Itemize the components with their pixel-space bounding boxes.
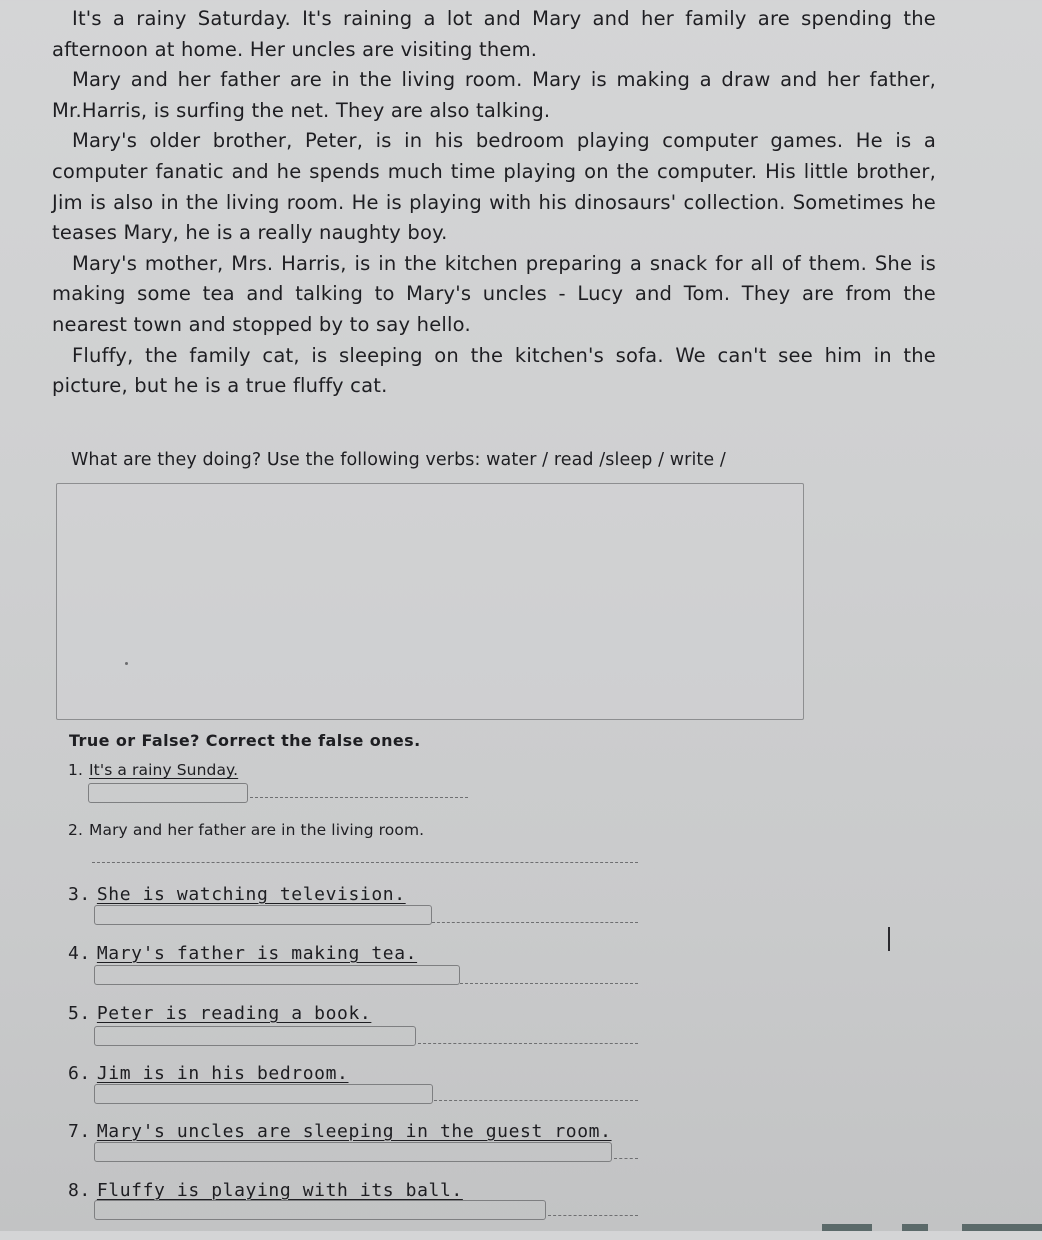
question-statement <box>68 821 424 839</box>
question-text: Fluffy is playing with its ball. <box>96 1180 463 1201</box>
story-paragraph: It's a rainy Saturday. It's raining a lot and Mary and her family are spending the afternoon at home. Her uncles are visiting them. <box>52 7 936 61</box>
question-text: Peter is reading a book. <box>96 1003 372 1024</box>
answer-line[interactable] <box>434 1100 638 1101</box>
answer-line[interactable] <box>614 1158 638 1159</box>
question-statement <box>68 1121 612 1142</box>
question-number: 5. <box>68 1003 91 1024</box>
text-cursor-mark <box>888 927 890 951</box>
task1-answer-box[interactable] <box>56 483 804 720</box>
question-text: Mary's uncles are sleeping in the guest room. <box>96 1121 612 1142</box>
question-statement <box>68 761 238 779</box>
question-item-1 <box>0 761 1042 821</box>
question-statement <box>68 884 406 905</box>
question-text: Mary and her father are in the living room. <box>89 821 425 839</box>
answer-line[interactable] <box>460 983 638 984</box>
question-statement <box>68 1003 371 1024</box>
question-item-5 <box>0 1003 1042 1063</box>
story-paragraph: Fluffy, the family cat, is sleeping on the kitchen's sofa. We can't see him in the picture, but he is a true fluffy cat. <box>52 343 936 398</box>
answer-line[interactable] <box>418 1043 638 1044</box>
answer-frame[interactable] <box>94 1026 416 1046</box>
answer-frame[interactable] <box>94 1200 546 1220</box>
question-item-2 <box>0 821 1042 881</box>
question-number: 6. <box>68 1063 91 1084</box>
answer-frame[interactable] <box>94 1084 433 1104</box>
question-item-7 <box>0 1121 1042 1181</box>
task2-instruction: True or False? Correct the false ones. <box>69 731 421 750</box>
screen-edge-element <box>902 1224 928 1231</box>
question-number: 1. <box>68 761 83 779</box>
question-statement <box>68 1180 463 1201</box>
answer-line[interactable] <box>548 1215 638 1216</box>
question-item-3 <box>0 884 1042 944</box>
story-paragraph: Mary's mother, Mrs. Harris, is in the kitchen preparing a snack for all of them. She is making some tea and talking to Mary's uncles - Lucy and Tom. They are from the nearest town and stopped by to say hello. <box>52 251 936 336</box>
answer-line[interactable] <box>432 922 638 923</box>
question-text: Mary's father is making tea. <box>96 943 418 964</box>
story-paragraph: Mary's older brother, Peter, is in his bedroom playing computer games. He is a computer fanatic and he spends much time playing on the computer. His little brother, Jim is also in the living room. He is playing with his dinosaurs' collection. Sometimes he teases Mary, he is a really naughty boy. <box>52 129 936 245</box>
answer-frame[interactable] <box>94 1142 612 1162</box>
answer-line[interactable] <box>250 797 468 798</box>
screen-edge-element <box>962 1224 1042 1231</box>
answer-line[interactable] <box>92 862 638 863</box>
question-number: 2. <box>68 821 83 839</box>
question-statement <box>68 943 417 964</box>
answer-frame[interactable] <box>88 783 248 803</box>
speck-mark <box>125 662 128 665</box>
question-item-6 <box>0 1063 1042 1123</box>
question-number: 8. <box>68 1180 91 1201</box>
question-text: She is watching television. <box>96 884 406 905</box>
question-number: 4. <box>68 943 91 964</box>
question-text: Jim is in his bedroom. <box>96 1063 349 1084</box>
story-text <box>52 4 936 402</box>
question-text: It's a rainy Sunday. <box>89 761 239 779</box>
question-item-4 <box>0 943 1042 1003</box>
answer-frame[interactable] <box>94 965 460 985</box>
question-number: 3. <box>68 884 91 905</box>
task1-instruction: What are they doing? Use the following verbs: water / read /sleep / write / <box>71 450 726 470</box>
screen-edge-element <box>822 1224 872 1231</box>
story-paragraph: Mary and her father are in the living room. Mary is making a draw and her father, Mr.Harris, is surfing the net. They are also talking. <box>52 68 936 122</box>
question-item-8 <box>0 1180 1042 1240</box>
question-statement <box>68 1063 349 1084</box>
answer-frame[interactable] <box>94 905 432 925</box>
question-number: 7. <box>68 1121 91 1142</box>
